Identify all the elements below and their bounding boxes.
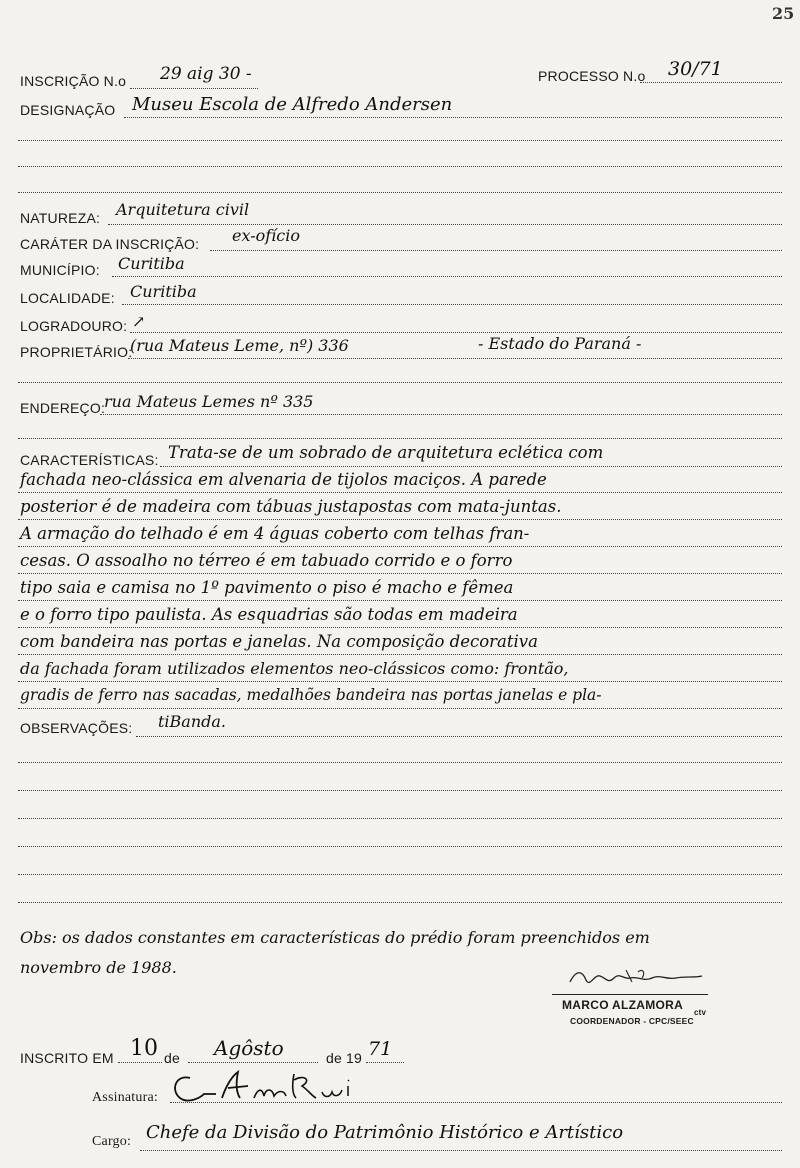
observacoes-label: OBSERVAÇÕES: — [20, 720, 133, 736]
dotted-line — [18, 902, 782, 903]
caracteristicas-line: cesas. O assoalho no térreo é em tabuado corrido e o forro — [20, 551, 513, 570]
dotted-line — [130, 88, 258, 89]
caracteristicas-line: e o forro tipo paulista. As esquadrias são todas em madeira — [20, 605, 518, 624]
coordinator-signature — [566, 966, 706, 990]
municipio-label: MUNICÍPIO: — [20, 262, 100, 278]
dotted-line — [18, 654, 782, 655]
logradouro-label: LOGRADOURO: — [20, 318, 128, 334]
carater-label: CARÁTER DA INSCRIÇÃO: — [20, 236, 200, 252]
caracteristicas-line: fachada neo-clássica em alvenaria de tijolos maciços. A parede — [20, 470, 547, 489]
dotted-line — [18, 762, 782, 763]
dotted-line — [18, 818, 782, 819]
designacao-value: Museu Escola de Alfredo Andersen — [132, 94, 453, 115]
dotted-line — [130, 332, 782, 333]
note-line: novembro de 1988. — [20, 958, 177, 977]
caracteristicas-line: tipo saia e camisa no 1º pavimento o piso é macho e fêmea — [20, 578, 514, 597]
dotted-line — [18, 192, 782, 193]
note-line: Obs: os dados constantes em características do prédio foram preenchidos em — [20, 928, 650, 947]
stamp-rule — [552, 994, 708, 995]
dotted-line — [18, 519, 782, 520]
inscrito-month: Agôsto — [214, 1036, 284, 1060]
endereco-value: rua Mateus Lemes nº 335 — [104, 392, 314, 411]
carater-value: ex-ofício — [232, 226, 300, 245]
dotted-line — [366, 1062, 404, 1063]
dotted-line — [18, 681, 782, 682]
dotted-line — [170, 1102, 782, 1103]
dotted-line — [18, 573, 782, 574]
stamp-suffix: ctv — [694, 1008, 707, 1017]
localidade-value: Curitiba — [130, 282, 197, 301]
dotted-line — [640, 82, 782, 83]
dotted-line — [18, 166, 782, 167]
inscrito-de: de — [164, 1050, 180, 1066]
natureza-value: Arquitetura civil — [116, 200, 250, 219]
observacoes-value: tiBanda. — [158, 712, 227, 731]
dotted-line — [18, 790, 782, 791]
assinatura-label: Assinatura: — [92, 1090, 158, 1105]
dotted-line — [210, 250, 782, 251]
inscricao-value: 29 aig 30 - — [160, 64, 252, 84]
dotted-line — [18, 708, 782, 709]
dotted-line — [122, 304, 782, 305]
dotted-line — [160, 466, 782, 467]
processo-value: 30/71 — [668, 58, 723, 80]
dotted-line — [18, 546, 782, 547]
endereco-label: ENDEREÇO: — [20, 400, 106, 416]
dotted-line — [18, 382, 782, 383]
inscrito-day: 10 — [130, 1036, 158, 1061]
dotted-line — [188, 1062, 318, 1063]
proprietario-value: (rua Mateus Leme, nº) 336 — [130, 336, 349, 355]
dotted-line — [18, 140, 782, 141]
processo-label: PROCESSO N.o — [538, 68, 646, 84]
localidade-label: LOCALIDADE: — [20, 290, 115, 306]
caracteristicas-line: da fachada foram utilizados elementos neo-clássicos como: frontão, — [20, 659, 569, 678]
caracteristicas-line: posterior é de madeira com tábuas justapostas com mata-juntas. — [20, 497, 562, 516]
caracteristicas-line: com bandeira nas portas e janelas. Na composição decorativa — [20, 632, 538, 651]
dotted-line — [18, 438, 782, 439]
inscrito-year: 71 — [368, 1038, 393, 1060]
dotted-line — [108, 224, 782, 225]
cargo-value: Chefe da Divisão do Patrimônio Histórico e Artístico — [146, 1122, 624, 1143]
dotted-line — [100, 414, 782, 415]
page-number: 25 — [772, 4, 795, 23]
logradouro-value: ↗ — [132, 312, 146, 331]
proprietario-label: PROPRIETÁRIO: — [20, 344, 133, 360]
dotted-line — [18, 600, 782, 601]
dotted-line — [112, 276, 782, 277]
designacao-label: DESIGNAÇÃO — [20, 102, 116, 118]
inscrito-de-19: de 19 — [326, 1050, 363, 1066]
dotted-line — [18, 492, 782, 493]
inscrito-label: INSCRITO EM — [20, 1050, 114, 1066]
dotted-line — [18, 627, 782, 628]
dotted-line — [118, 1062, 162, 1063]
stamp-name: MARCO ALZAMORA — [562, 998, 684, 1012]
dotted-line — [18, 846, 782, 847]
dotted-line — [18, 874, 782, 875]
proprietario-value-2: - Estado do Paraná - — [478, 334, 642, 353]
caracteristicas-line: A armação do telhado é em 4 águas coberto com telhas fran- — [20, 524, 530, 543]
dotted-line — [140, 1150, 782, 1151]
caracteristicas-label: CARACTERÍSTICAS: — [20, 452, 159, 468]
cargo-label: Cargo: — [92, 1134, 132, 1149]
natureza-label: NATUREZA: — [20, 210, 101, 226]
dotted-line — [128, 358, 782, 359]
caracteristicas-line: Trata-se de um sobrado de arquitetura eclética com — [168, 443, 604, 462]
municipio-value: Curitiba — [118, 254, 185, 273]
dotted-line — [136, 736, 782, 737]
stamp-role: COORDENADOR - CPC/SEEC — [570, 1016, 694, 1026]
inscricao-label: INSCRIÇÃO N.o — [20, 73, 127, 89]
caracteristicas-line: gradis de ferro nas sacadas, medalhões bandeira nas portas janelas e pla- — [20, 686, 602, 704]
dotted-line — [124, 117, 782, 118]
